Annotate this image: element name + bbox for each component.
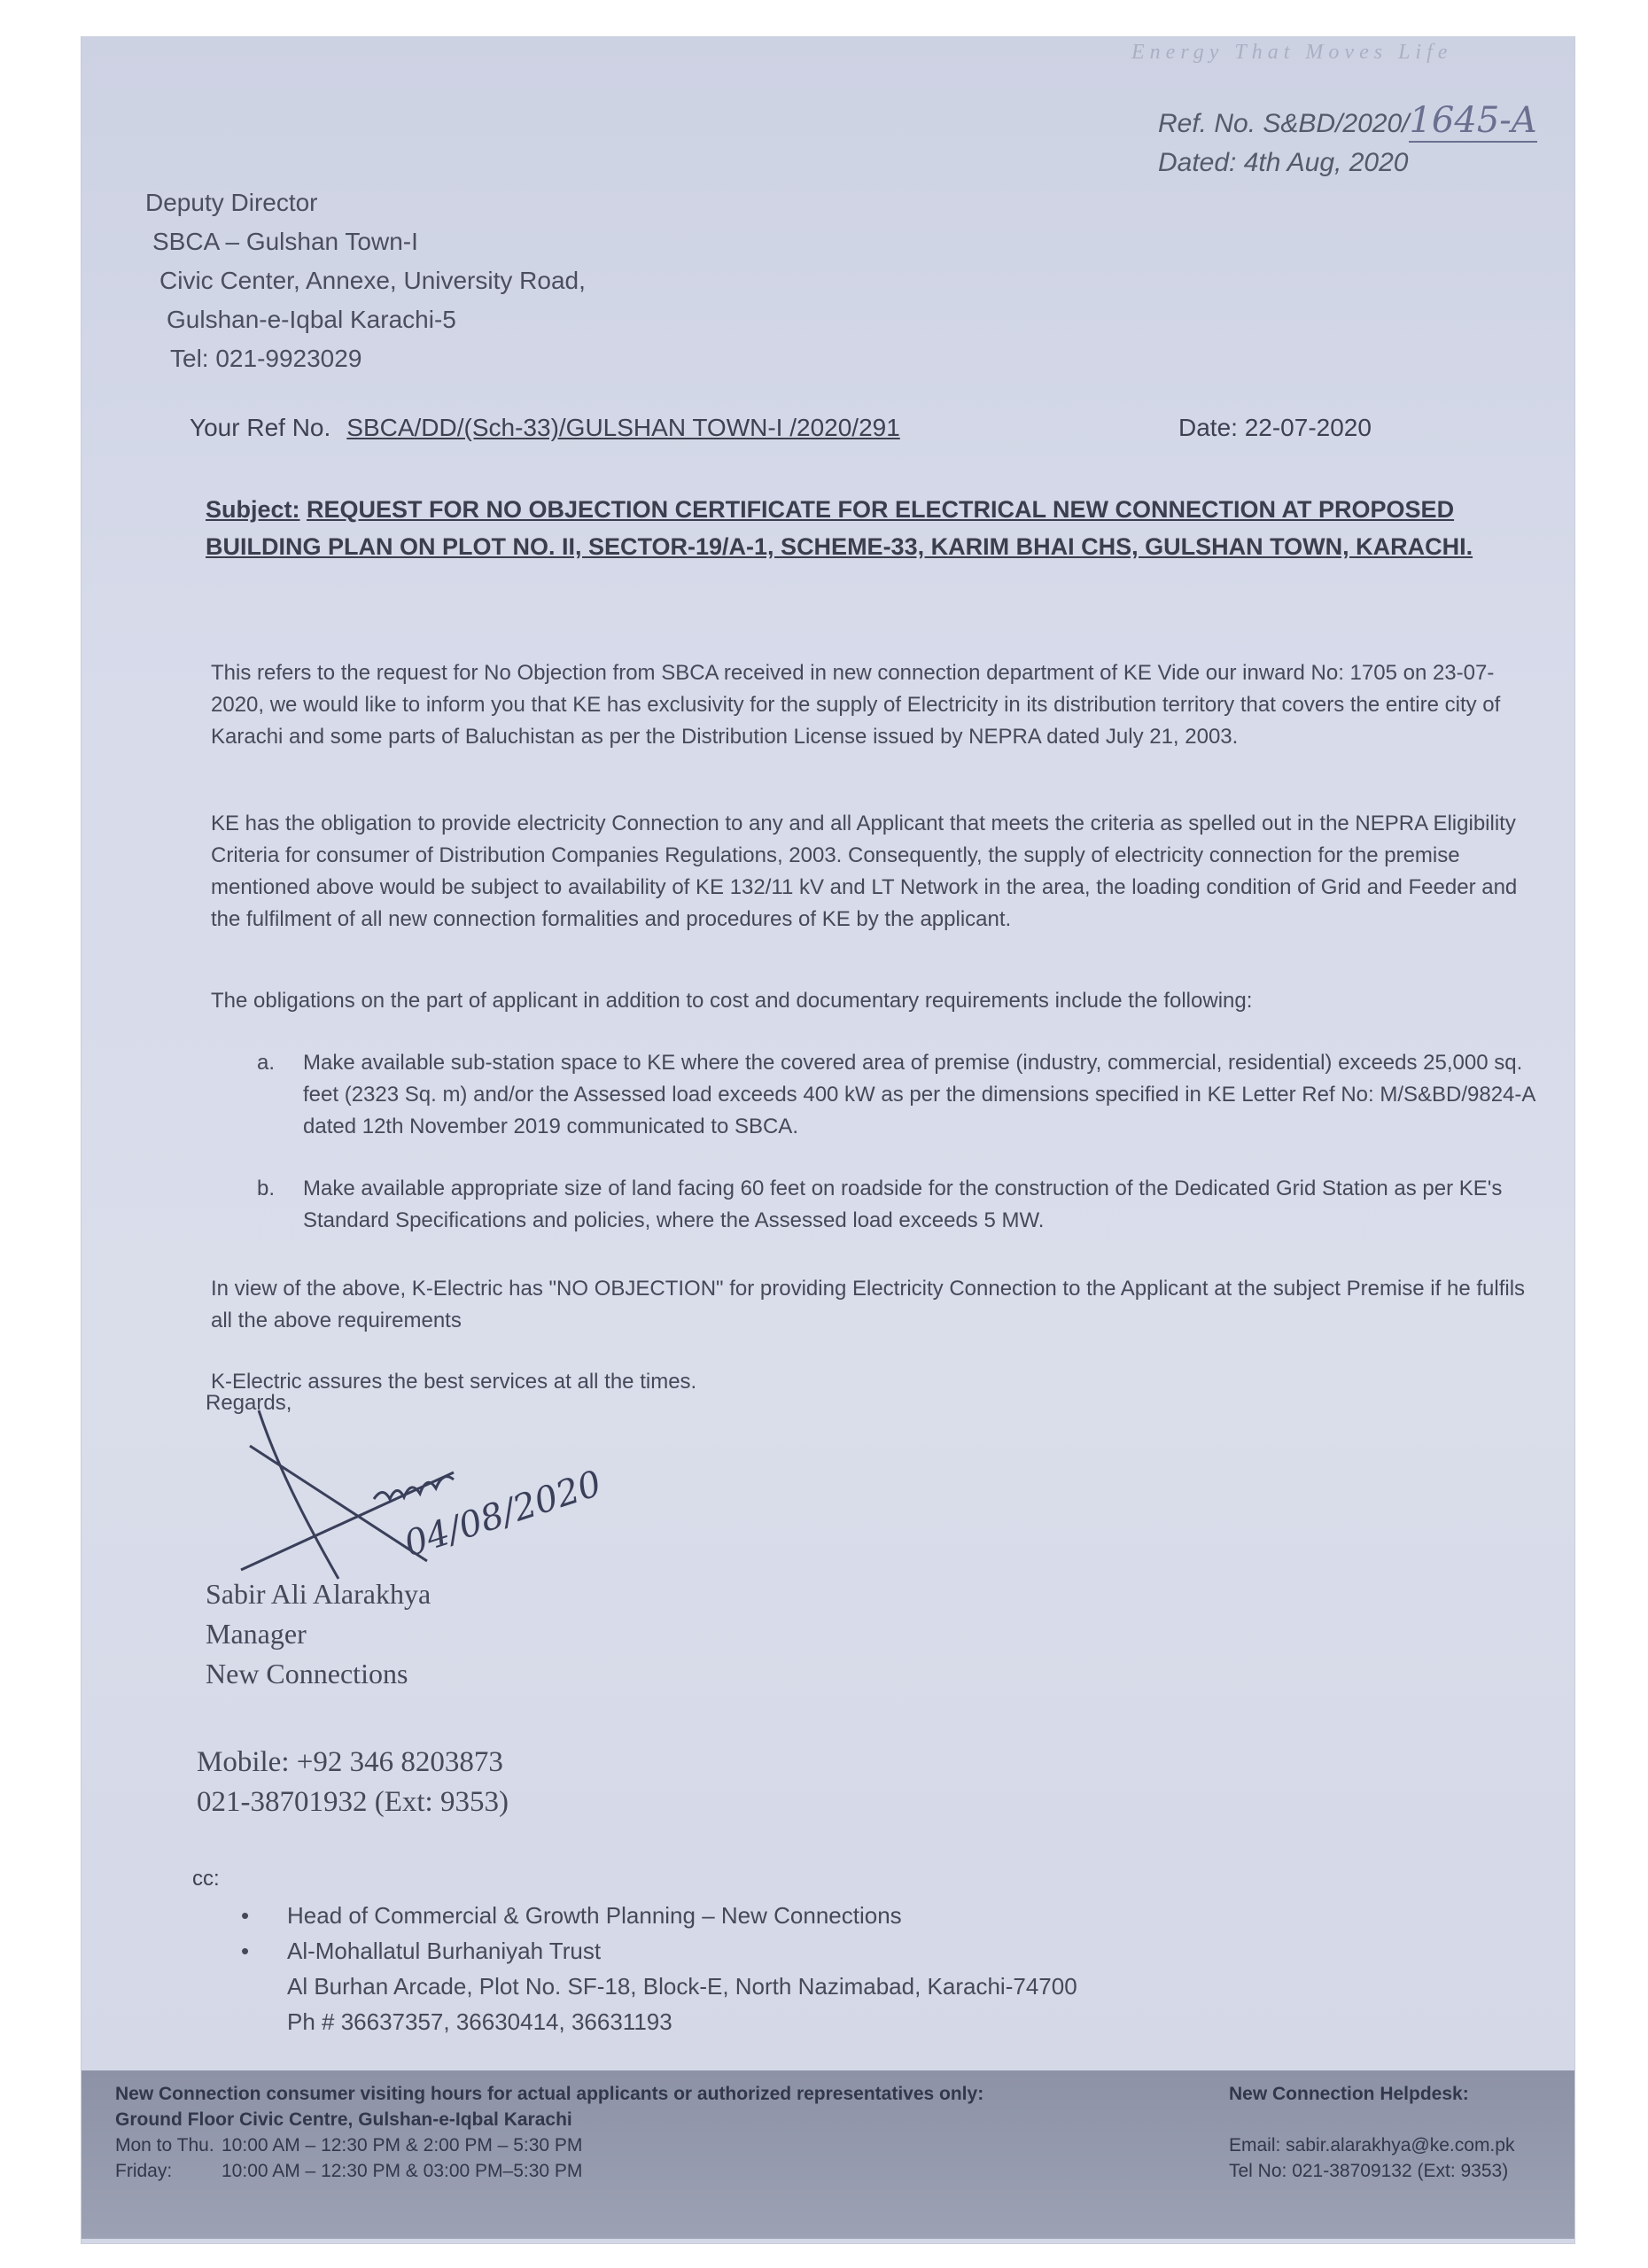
subject-line: [206, 491, 1530, 565]
body-paragraph-5: K-Electric assures the best services at all the times.: [211, 1370, 697, 1394]
signatory-phone: 021-38701932 (Ext: 9353): [197, 1786, 509, 1818]
signatory-name: Sabir Ali Alarakhya: [206, 1578, 431, 1610]
cc-address-line: Al Burhan Arcade, Plot No. SF-18, Block-E, North Nazimabad, Karachi-74700: [287, 1973, 1077, 2000]
requirement-item-b: [257, 1173, 1542, 1237]
your-ref-value: SBCA/DD/(Sch-33)/GULSHAN TOWN-I /2020/291: [346, 414, 900, 441]
recipient-address: [145, 183, 586, 378]
subject-label: Subject:: [206, 496, 300, 523]
recipient-line: Tel: 021-9923029: [170, 345, 362, 372]
item-marker: b.: [257, 1177, 276, 1200]
signatory-contact: [197, 1743, 509, 1822]
hours-row: Friday: 10:00 AM – 12:30 PM & 03:00 PM–5:30 PM: [115, 2161, 583, 2181]
recipient-line: Gulshan-e-Iqbal Karachi-5: [167, 306, 456, 333]
recipient-line: Civic Center, Annexe, University Road,: [159, 267, 586, 294]
ref-number-handwritten: 1645-A: [1409, 100, 1537, 141]
cc-phone-line: Ph # 36637357, 36630414, 36631193: [287, 2008, 672, 2035]
visiting-location: Ground Floor Civic Centre, Gulshan-e-Iqbal Karachi: [115, 2109, 572, 2130]
scanned-letter: [82, 37, 1574, 2243]
reference-block: [1158, 101, 1537, 183]
body-paragraph-1: This refers to the request for No Objection from SBCA received in new connection department of KE Vide our inward No: 1705 on 23-07-2020, we would like to inform you that KE has exclusivity for the supply of Electricity in its distribution territory that covers the entire city of Karachi and some parts of Baluchistan as per the Distribution License issued by NEPRA dated July 21, 2003.: [211, 661, 1501, 749]
bullet-icon: •: [241, 1902, 250, 1929]
body-paragraph-4: In view of the above, K-Electric has "NO OBJECTION" for providing Electricity Connection to the Applicant at the subject Premise if he fulfils all the above requirements: [211, 1277, 1526, 1332]
visiting-hours: [115, 2081, 983, 2184]
helpdesk-heading: New Connection Helpdesk:: [1229, 2084, 1469, 2104]
cc-label: cc:: [192, 1867, 220, 1891]
ref-number-label: Ref. No. S&BD/2020/: [1158, 109, 1410, 138]
body-paragraph-3: The obligations on the part of applicant in addition to cost and documentary requirements include the following:: [211, 989, 1253, 1013]
cc-item: • Head of Commercial & Growth Planning – New Connections: [241, 1898, 1077, 1933]
requirement-item-a: [257, 1047, 1542, 1143]
cc-list: [241, 1898, 1077, 2039]
body-paragraph-2: KE has the obligation to provide electricity Connection to any and all Applicant that meets the criteria as spelled out in the NEPRA Eligibility Criteria for consumer of Distribution Companies Regulations, 2003. Consequently, the supply of electricity connection for the premise mentioned above would be subject to availability of KE 132/11 kV and LT Network in the area, the loading condition of Grid and Feeder and the fulfilment of all new connection formalities and procedures of KE by the applicant.: [211, 812, 1518, 931]
helpdesk-email: Email: sabir.alarakhya@ke.com.pk: [1229, 2135, 1515, 2155]
item-marker: a.: [257, 1051, 276, 1075]
helpdesk: [1229, 2081, 1514, 2184]
hours-row: Mon to Thu. 10:00 AM – 12:30 PM & 2:00 PM – 5:30 PM: [115, 2135, 583, 2155]
helpdesk-tel: Tel No: 021-38709132 (Ext: 9353): [1229, 2161, 1509, 2181]
signatory-mobile: Mobile: +92 346 8203873: [197, 1746, 503, 1778]
your-ref-date: Date: 22-07-2020: [1178, 414, 1372, 441]
your-ref-line: [190, 414, 900, 442]
closing-regards: Regards,: [206, 1391, 292, 1415]
visiting-heading: New Connection consumer visiting hours for actual applicants or authorized representatives only:: [115, 2084, 984, 2104]
your-ref-label: Your Ref No.: [190, 414, 331, 441]
recipient-line: SBCA – Gulshan Town-I: [152, 228, 418, 255]
recipient-line: Deputy Director: [145, 189, 318, 216]
item-text: Make available appropriate size of land facing 60 feet on roadside for the construction of the Dedicated Grid Station as per KE's Standard Specifications and policies, where the Assessed load exceeds 5 MW.: [303, 1177, 1503, 1232]
item-text: Make available sub-station space to KE where the covered area of premise (industry, commercial, residential) exceeds 25,000 sq. feet (2323 Sq. m) and/or the Assessed load exceeds 400 kW as per the dimensions specified in KE Letter Ref No: M/S&BD/9824-A dated 12th November 2019 communicated to SBCA.: [303, 1051, 1535, 1138]
signatory-title: Manager: [206, 1618, 307, 1650]
dated-line: Dated: 4th Aug, 2020: [1158, 148, 1409, 177]
cc-item: • Al-Mohallatul Burhaniyah Trust: [241, 1933, 1077, 1969]
subject-text: REQUEST FOR NO OBJECTION CERTIFICATE FOR ELECTRICAL NEW CONNECTION AT PROPOSED BUILDING PLAN ON PLOT NO. II, SECTOR-19/A-1, SCHEME-33, KARIM BHAI CHS, GULSHAN TOWN, KARACHI.: [206, 496, 1473, 560]
footer-band: [82, 2070, 1574, 2239]
letterhead-tagline: Energy That Moves Life: [1131, 41, 1453, 64]
handwritten-signature: [223, 1393, 755, 1596]
bullet-icon: •: [241, 1938, 250, 1964]
signatory-block: [206, 1574, 431, 1694]
signatory-department: New Connections: [206, 1658, 408, 1689]
signature-date: 04/08/2020: [399, 1463, 607, 1565]
